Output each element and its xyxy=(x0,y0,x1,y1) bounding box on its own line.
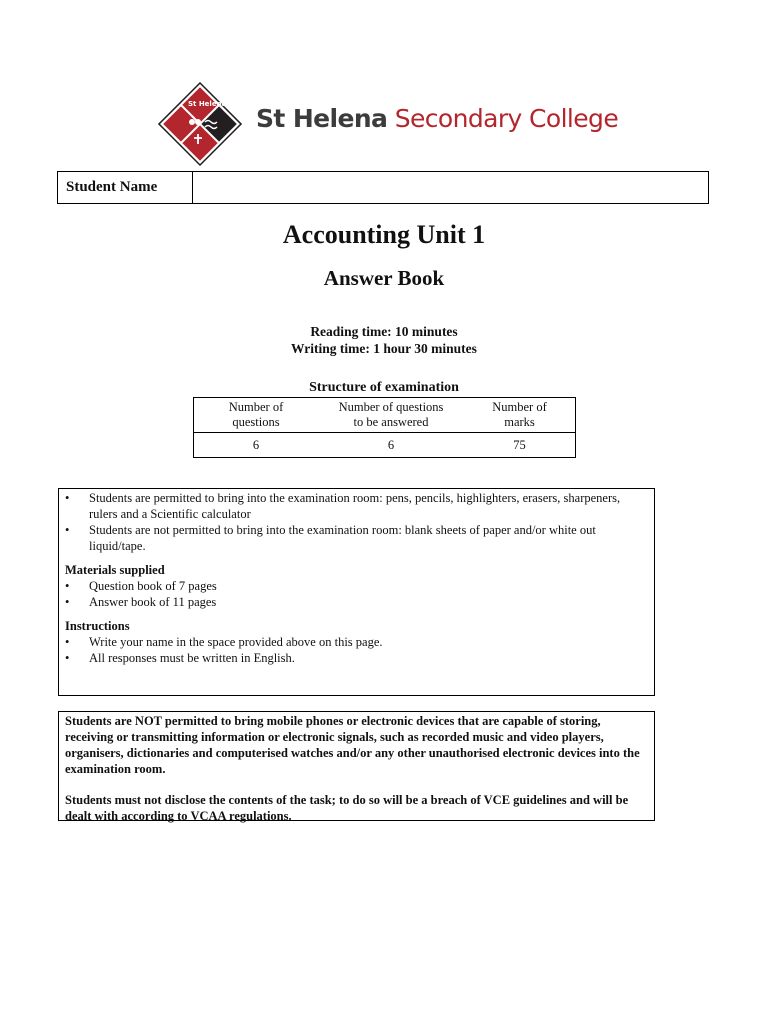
rules-box xyxy=(58,488,655,696)
list-item: • Students are permitted to bring into the examination room: pens, pencils, highlighters, erasers, sharpeners, rulers and a Scientific calculator xyxy=(65,491,621,521)
student-name-box xyxy=(57,171,709,204)
instructions-list xyxy=(65,634,646,666)
writing-time: Writing time: 1 hour 30 minutes xyxy=(291,341,477,356)
table-row xyxy=(194,433,576,458)
exam-times xyxy=(0,323,768,357)
warning-devices: Students are NOT permitted to bring mobile phones or electronic devices that are capable of storing, receiving or transmitting information or electronic signals, such as recorded music and video players, organisers, dictionaries and computerised watches and/or any other unauthorised electronic devices into the examination room. xyxy=(65,714,640,776)
structure-table-header-row xyxy=(194,398,576,433)
bullet-icon: • xyxy=(65,635,70,649)
bullet-icon: • xyxy=(65,491,70,505)
student-name-label: Student Name xyxy=(58,172,193,203)
materials-heading: Materials supplied xyxy=(65,563,165,577)
college-name xyxy=(256,104,618,133)
header-questions-answered: Number of questions to be answered xyxy=(318,398,464,433)
cell-marks: 75 xyxy=(464,433,576,458)
materials-list xyxy=(65,578,646,610)
bullet-icon: • xyxy=(65,523,70,537)
warning-box xyxy=(58,711,655,821)
list-item: • Write your name in the space provided above on this page. xyxy=(65,635,383,649)
exam-subtitle: Answer Book xyxy=(323,266,445,290)
warning-disclosure: Students must not disclose the contents of the task; to do so will be a breach of VCE guidelines and will be dealt with according to VCAA regulations. xyxy=(65,793,629,823)
bullet-icon: • xyxy=(65,595,70,609)
structure-heading: Structure of examination xyxy=(309,380,459,395)
college-logo xyxy=(158,82,242,166)
college-name-bold: St Helena xyxy=(256,104,388,133)
structure-table xyxy=(193,397,576,458)
cell-questions-answered: 6 xyxy=(318,433,464,458)
header-marks: Number of marks xyxy=(464,398,576,433)
header-questions: Number of questions xyxy=(194,398,319,433)
list-item: • Students are not permitted to bring into the examination room: blank sheets of paper and/or white out liquid/tape. xyxy=(65,523,596,553)
reading-time: Reading time: 10 minutes xyxy=(310,324,458,339)
list-item: • Question book of 7 pages xyxy=(65,579,217,593)
student-name-field[interactable] xyxy=(193,172,708,203)
exam-title: Accounting Unit 1 xyxy=(282,220,486,249)
logo-text: St Helena xyxy=(188,100,227,108)
bullet-icon: • xyxy=(65,651,70,665)
list-item: • Answer book of 11 pages xyxy=(65,595,217,609)
college-name-rest: Secondary College xyxy=(387,104,619,133)
list-item: • All responses must be written in English. xyxy=(65,651,295,665)
permitted-list xyxy=(65,490,646,554)
bullet-icon: • xyxy=(65,579,70,593)
cell-questions: 6 xyxy=(194,433,319,458)
instructions-heading: Instructions xyxy=(65,619,130,633)
